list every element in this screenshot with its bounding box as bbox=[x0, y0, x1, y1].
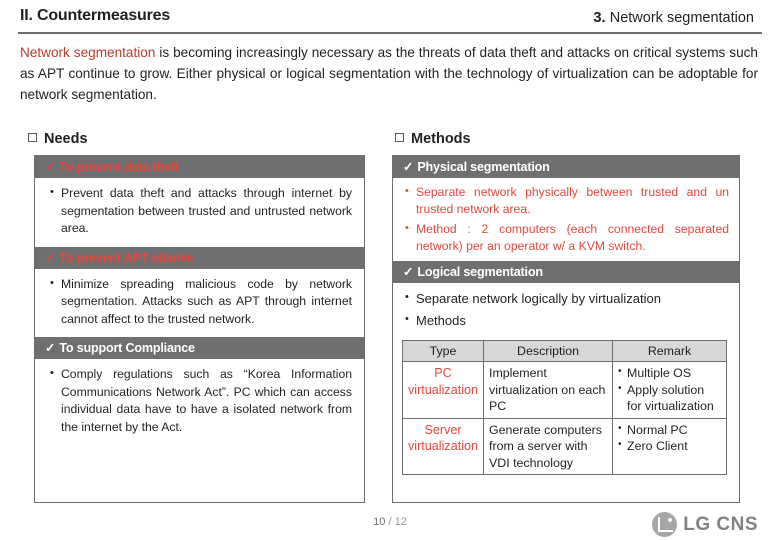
cell-remark bbox=[613, 418, 727, 475]
intro-highlight: Network segmentation bbox=[20, 45, 156, 60]
physical-segmentation-body bbox=[393, 178, 739, 261]
logo-text: LG CNS bbox=[683, 513, 758, 535]
methods-heading-label: Methods bbox=[411, 131, 471, 147]
physical-segmentation-bar bbox=[393, 156, 739, 178]
intro-body: is becoming increasingly necessary as the threats of data theft and attacks on critical systems such as APT continue to grow. Either physical or logical segmentation with the technology of virtualization can be adoptable for network segmentation. bbox=[20, 45, 758, 102]
needs-heading bbox=[28, 131, 88, 147]
bullet: • Separate network logically by virtualization bbox=[405, 289, 729, 308]
header-divider bbox=[18, 32, 762, 34]
slide-header bbox=[0, 0, 780, 34]
bullet: • Prevent data theft and attacks through internet by segmentation between trusted and untrusted network area. bbox=[49, 185, 352, 238]
bullet: • Method : 2 computers (each connected separated network) per an operator w/ a KVM switch. bbox=[405, 221, 729, 255]
cell-type: Server virtualization bbox=[403, 418, 484, 475]
check-icon: ✓ bbox=[403, 160, 414, 174]
cell-description: Implement virtualization on each PC bbox=[484, 362, 613, 419]
total-pages: / 12 bbox=[388, 516, 407, 528]
methods-panel bbox=[392, 155, 740, 503]
cell-remark bbox=[613, 362, 727, 419]
needs-block-1-body bbox=[35, 178, 364, 247]
bullet: • Separate network physically between trusted and un trusted network area. bbox=[405, 184, 729, 218]
remark-item: • Zero Client bbox=[618, 438, 721, 455]
needs-block-2-title: To prevent APT attacks bbox=[59, 250, 194, 265]
page-title: II. Countermeasures bbox=[20, 7, 171, 24]
methods-table bbox=[402, 340, 727, 475]
table-row bbox=[403, 418, 727, 475]
brand-logo bbox=[652, 512, 758, 537]
section-number: 3. bbox=[593, 9, 606, 26]
needs-block-3 bbox=[35, 337, 364, 445]
check-icon: ✓ bbox=[45, 160, 56, 174]
methods-heading bbox=[395, 131, 471, 147]
needs-block-3-bar bbox=[35, 337, 364, 359]
check-icon: ✓ bbox=[403, 265, 414, 279]
needs-block-2-bar bbox=[35, 247, 364, 269]
cell-type: PC virtualization bbox=[403, 362, 484, 419]
needs-heading-label: Needs bbox=[44, 131, 88, 147]
needs-block-2 bbox=[35, 247, 364, 338]
lg-face-icon bbox=[652, 512, 677, 537]
remark-item: • Apply solution for virtualization bbox=[618, 382, 721, 415]
table-row bbox=[403, 362, 727, 419]
column-header-remark: Remark bbox=[613, 341, 727, 362]
column-header-description: Description bbox=[484, 341, 613, 362]
needs-panel bbox=[34, 155, 365, 503]
bullet: • Comply regulations such as “Korea Information Communications Network Act”. PC which can access individual data have to have a isolated network from the internet by the Act. bbox=[49, 366, 352, 436]
needs-block-3-title: To support Compliance bbox=[59, 341, 195, 355]
bullet: • Methods bbox=[405, 311, 729, 330]
physical-segmentation-title: Physical segmentation bbox=[417, 160, 550, 174]
needs-block-1-title: To prevent data theft bbox=[59, 160, 179, 174]
bullet: • Minimize spreading malicious code by network segmentation. Attacks such as APT through internet cannot affect to the trusted network. bbox=[49, 276, 352, 329]
logical-segmentation-title: Logical segmentation bbox=[417, 265, 543, 279]
remark-item: • Multiple OS bbox=[618, 365, 721, 382]
needs-block-3-body bbox=[35, 359, 364, 445]
checkbox-icon bbox=[395, 133, 404, 142]
checkbox-icon bbox=[28, 133, 37, 142]
column-header-type: Type bbox=[403, 341, 484, 362]
logical-segmentation-body bbox=[393, 283, 739, 336]
remark-item: • Normal PC bbox=[618, 422, 721, 439]
needs-block-1 bbox=[35, 156, 364, 247]
section-title bbox=[593, 9, 754, 26]
logical-segmentation-bar bbox=[393, 261, 739, 283]
current-page: 10 bbox=[373, 516, 386, 528]
needs-block-2-body bbox=[35, 269, 364, 338]
needs-block-1-bar bbox=[35, 156, 364, 178]
intro-paragraph bbox=[20, 42, 758, 105]
section-name: Network segmentation bbox=[609, 10, 754, 26]
check-icon: ✓ bbox=[45, 341, 56, 355]
check-icon: ✓ bbox=[45, 250, 56, 265]
table-header-row bbox=[403, 341, 727, 362]
cell-description: Generate computers from a server with VDI technology bbox=[484, 418, 613, 475]
